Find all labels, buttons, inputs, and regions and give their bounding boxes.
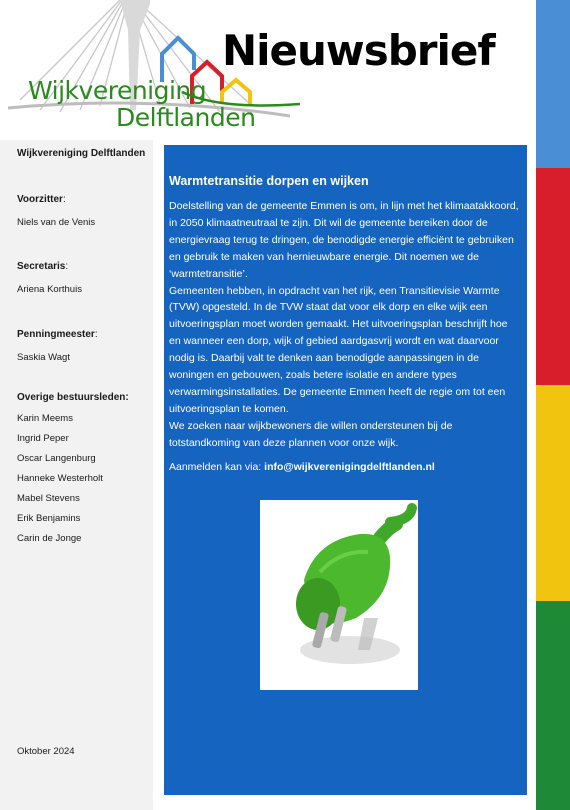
green-plug-image [260,500,418,690]
treasurer-block [17,329,98,363]
chair-block [17,194,95,228]
secretary-block [17,261,82,295]
article-paragraph-1: Doelstelling van de gemeente Emmen is om, in lijn met het klimaatakkoord, in 2050 klimaatneutraal te zijn. Dit wil de gemeente bereiken door de energievraag terug te dringen, de benodigde energie efficiënt te gebruiken en gebruik te maken van hernieuwbare energie. Dit noemen we de ‘warmtetransitie’. [169,200,519,280]
logo-text-delftlanden: Delftlanden [116,103,256,132]
plug-icon [260,500,418,690]
board-block [17,392,129,549]
strip-green [536,601,570,810]
board-member: Carin de Jonge [17,533,82,544]
logo-text-wijkvereniging: Wijkvereniging [28,76,207,105]
secretary-name: Ariena Korthuis [17,284,82,295]
chair-name: Niels van de Venis [17,217,96,228]
board-member: Erik Benjamins [17,513,81,524]
secretary-label: Secretaris: [17,261,69,272]
article-paragraph-2: Gemeenten hebben, in opdracht van het rijk, een Transitievisie Warmte (TVW) opgesteld. In de TVW staat dat voor elk dorp en elke wijk een uitvoeringsplan moet worden gemaakt. Het uitvoeringsplan beschrijft hoe en wanneer een dorp, wijk of gebied aardgasvrij wordt en wat daarvoor nodig is. Daarbij valt te denken aan benodigde aanpassingen in de woningen en gebouwen, zoals betere isolatie en andere types verwarmingsinstallaties. De gemeente Emmen heeft de regie om tot een uitvoeringsplan te komen. [169,284,508,415]
newsletter-title: Nieuwsbrief [222,26,495,75]
board-member: Karin Meems [17,413,73,424]
board-member: Mabel Stevens [17,493,80,504]
color-strip [536,0,570,810]
board-member: Oscar Langenburg [17,453,96,464]
board-list [17,409,129,549]
signup-email-link[interactable]: info@wijkverenigingdelftlanden.nl [264,460,435,473]
issue-date: Oktober 2024 [17,746,75,757]
strip-blue [536,0,570,168]
treasurer-name: Saskia Wagt [17,352,70,363]
treasurer-label: Penningmeester: [17,329,98,340]
chair-label: Voorzitter: [17,194,66,205]
strip-yellow [536,385,570,601]
signup-label: Aanmelden kan via: [169,460,265,473]
board-label: Overige bestuursleden: [17,392,129,403]
article-heading: Warmtetransitie dorpen en wijken [169,174,369,188]
article-panel [164,145,527,795]
strip-red [536,168,570,385]
board-member: Ingrid Peper [17,433,69,444]
sidebar-org-name: Wijkvereniging Delftlanden [17,148,146,159]
article-paragraph-3: We zoeken naar wijkbewoners die willen ondersteunen bij de totstandkoming van deze plannen voor onze wijk. [169,419,453,449]
sidebar [0,140,153,810]
signup-line [169,461,522,473]
board-member: Hanneke Westerholt [17,473,103,484]
